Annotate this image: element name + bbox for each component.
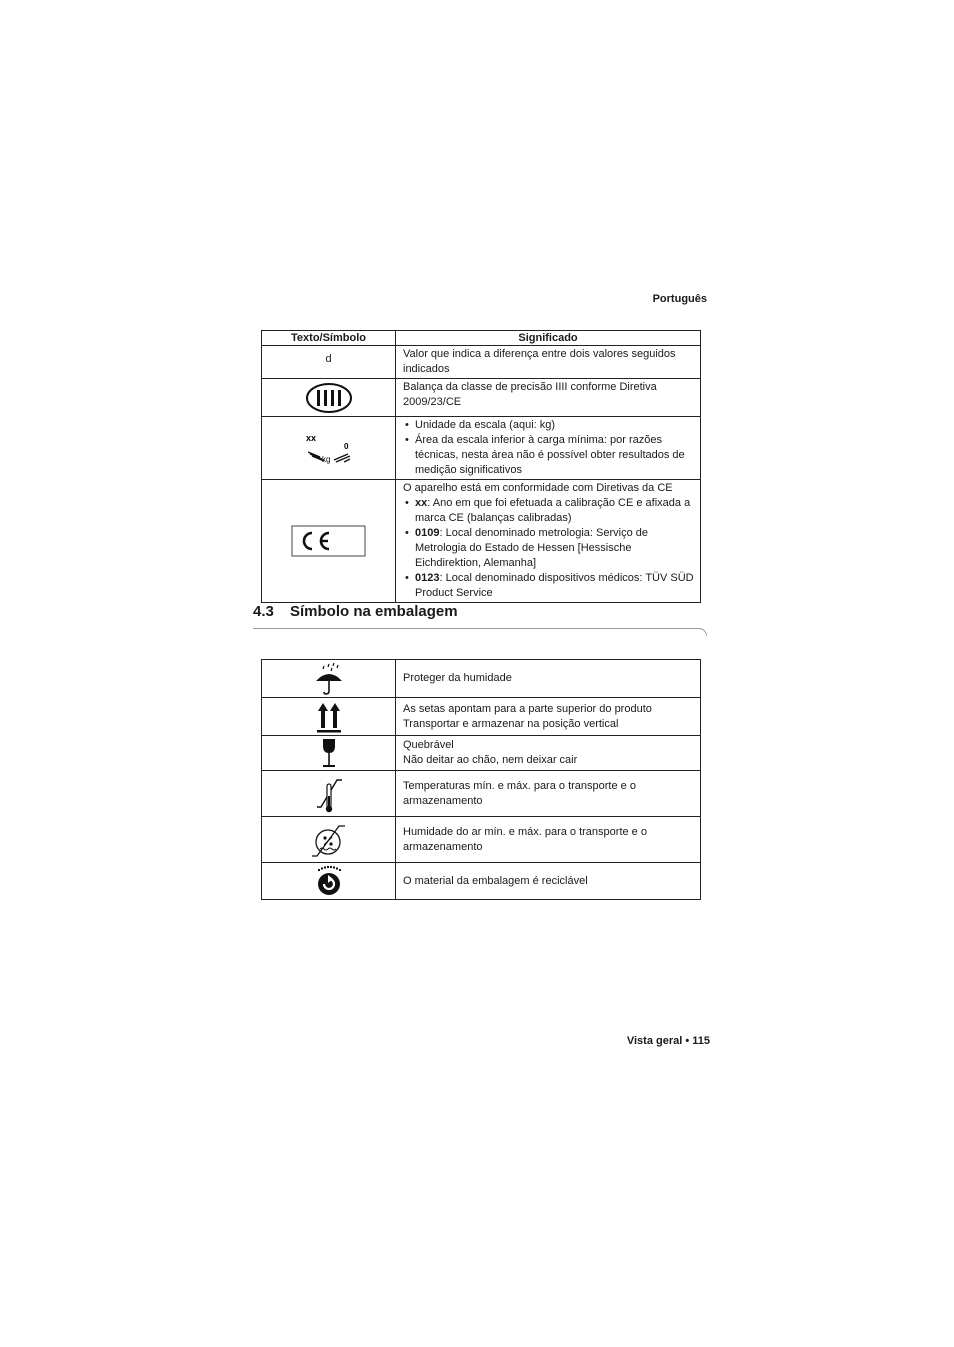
umbrella-rain-icon — [314, 662, 344, 696]
col-symbol-header: Texto/Símbolo — [262, 331, 396, 346]
bold-term: xx — [415, 497, 428, 509]
meaning-cell: Humidade do ar mín. e máx. para o transporte e o armazenamento — [396, 817, 701, 863]
symbol-cell — [262, 698, 396, 736]
meaning-cell: Proteger da humidade — [396, 660, 701, 698]
symbol-table — [261, 330, 701, 603]
section-number: 4.3 — [253, 603, 274, 620]
scale-range-icon — [304, 431, 354, 465]
page-footer: Vista geral • 115 — [626, 1035, 710, 1047]
meaning-cell: O material da embalagem é reciclável — [396, 863, 701, 900]
list-item: • Área da escala inferior à carga mínima: por razões técnicas, nesta área não é possível obter resultados de medição significativos — [403, 433, 694, 478]
symbol-cell — [262, 660, 396, 698]
symbol-cell — [262, 379, 396, 417]
table-row — [262, 660, 701, 698]
language-header: Português — [652, 293, 707, 305]
section-divider — [253, 628, 707, 640]
table-row — [262, 817, 701, 863]
ce-intro-text: O aparelho está em conformidade com Diretivas da CE — [403, 482, 673, 494]
term-description: : Local denominado dispositivos médicos: TÜV SÜD Product Service — [415, 572, 694, 599]
section-title: Símbolo na embalagem — [290, 603, 458, 620]
meaning-line: As setas apontam para a parte superior do produto — [403, 702, 652, 715]
scale-unit-label: kg — [321, 455, 330, 464]
table-row — [262, 346, 701, 379]
symbol-text-d: d — [325, 352, 332, 365]
fragile-glass-icon — [319, 738, 339, 768]
scale-zero-label: 0 — [343, 442, 348, 451]
temperature-limit-icon — [314, 774, 344, 814]
table-row — [262, 417, 701, 480]
term-description: : Local denominado metrologia: Serviço de Metrologia do Estado de Hessen [Hessische Eichdirektion, Alemanha] — [415, 527, 648, 569]
section-heading — [253, 603, 458, 620]
col-meaning-header: Significado — [396, 331, 701, 346]
green-dot-recycle-icon — [312, 865, 346, 897]
meaning-cell: Temperaturas mín. e máx. para o transporte e o armazenamento — [396, 771, 701, 817]
meaning-line: Não deitar ao chão, nem deixar cair — [403, 754, 578, 766]
meaning-cell — [396, 698, 701, 736]
meaning-cell: Valor que indica a diferença entre dois valores seguidos indicados — [396, 346, 701, 379]
table-row — [262, 771, 701, 817]
meaning-cell — [396, 417, 701, 480]
ce-mark-icon — [291, 525, 367, 558]
symbol-cell — [262, 817, 396, 863]
list-item: • Unidade da escala (aqui: kg) — [403, 418, 694, 433]
table-row — [262, 863, 701, 900]
humidity-limit-icon — [311, 820, 347, 860]
list-item — [403, 496, 694, 526]
symbol-cell — [262, 417, 396, 480]
symbol-cell — [262, 346, 396, 379]
symbol-cell — [262, 771, 396, 817]
table-row — [262, 698, 701, 736]
meaning-line: Quebrável — [403, 739, 454, 751]
table-row — [262, 736, 701, 771]
class-iiii-icon — [305, 382, 353, 414]
bullet-list — [403, 496, 694, 601]
bold-term: 0123 — [415, 572, 440, 584]
meaning-cell — [396, 480, 701, 603]
meaning-line: Transportar e armazenar na posição vertical — [403, 717, 619, 730]
bold-term: 0109 — [415, 527, 440, 539]
symbol-cell — [262, 480, 396, 603]
meaning-cell: Balança da classe de precisão IIII conforme Diretiva 2009/23/CE — [396, 379, 701, 417]
scale-xx-label: xx — [305, 433, 316, 443]
table-row — [262, 480, 701, 603]
this-way-up-arrows-icon — [316, 701, 342, 733]
term-description: : Ano em que foi efetuada a calibração CE e afixada a marca CE (balanças calibradas) — [415, 497, 691, 524]
bullet-list — [403, 418, 694, 478]
list-item — [403, 571, 694, 601]
symbol-cell — [262, 863, 396, 900]
meaning-cell — [396, 736, 701, 771]
symbol-cell — [262, 736, 396, 771]
packaging-symbol-table — [261, 659, 701, 900]
table-row — [262, 379, 701, 417]
table-header-row — [262, 331, 701, 346]
list-item — [403, 526, 694, 571]
